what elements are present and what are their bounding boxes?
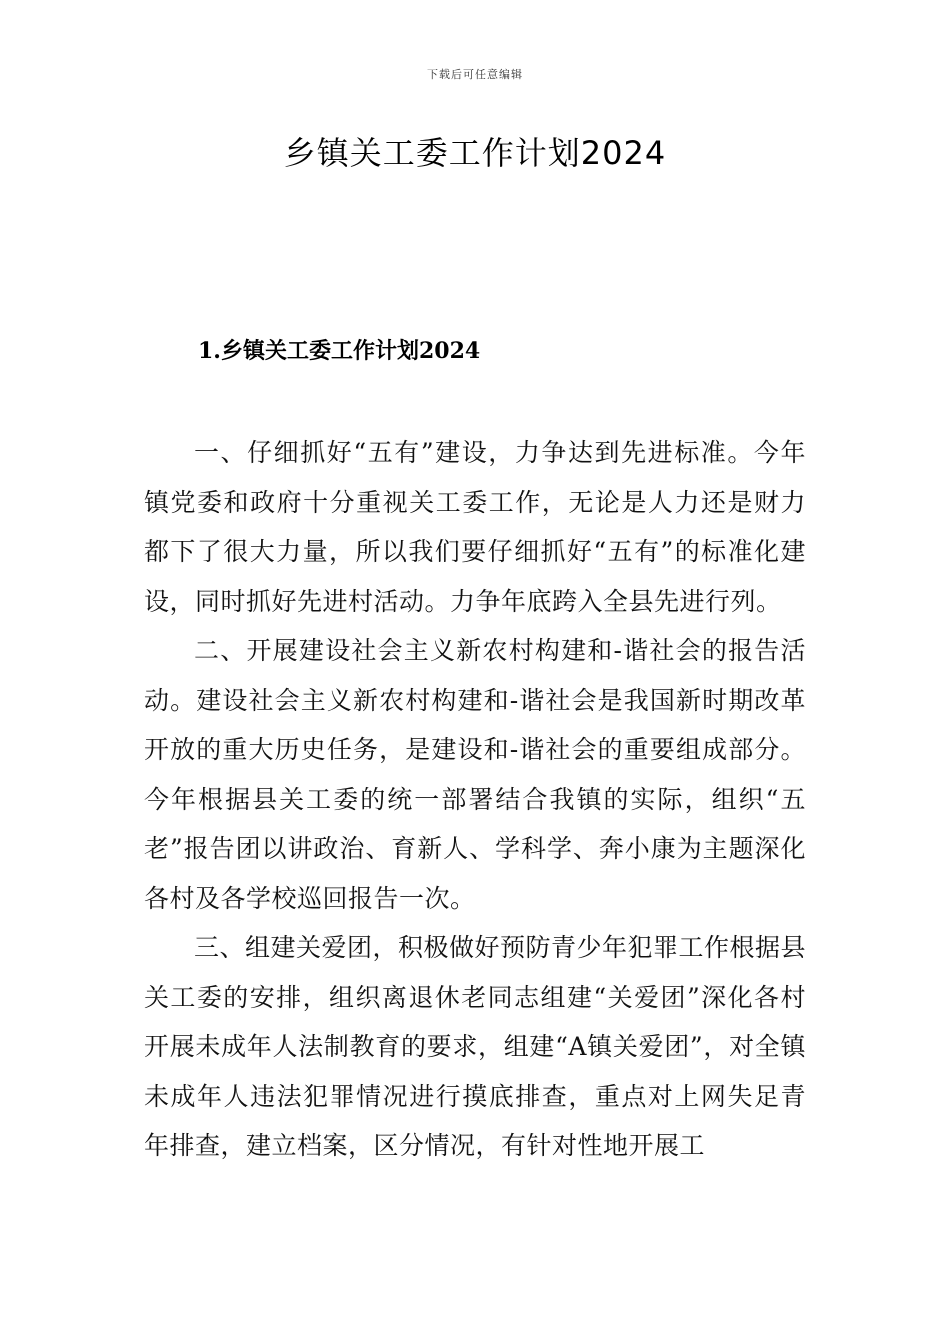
document-body <box>144 428 806 1171</box>
paragraph-2: 二、开展建设社会主义新农村构建和-谐社会的报告活动。建设社会主义新农村构建和-谐社会是我国新时期改革开放的重大历史任务，是建设和-谐社会的重要组成部分。今年根据县关工委的统一部署结合我镇的实际，组织“五老”报告团以讲政治、育新人、学科学、奔小康为主题深化各村及各学校巡回报告一次。 <box>144 636 806 913</box>
paragraph-3: 三、组建关爱团，积极做好预防青少年犯罪工作根据县关工委的安排，组织离退休老同志组建“关爱团”深化各村开展未成年人法制教育的要求，组建“A镇关爱团”，对全镇未成年人违法犯罪情况进行摸底排查，重点对上网失足青年排查，建立档案，区分情况，有针对性地开展工 <box>144 933 807 1160</box>
section-heading: 1.乡镇关工委工作计划2024 <box>198 338 481 364</box>
header-note: 下载后可任意编辑 <box>427 68 523 81</box>
document-title: 乡镇关工委工作计划2024 <box>283 134 667 172</box>
paragraph-1: 一、仔细抓好“五有”建设，力争达到先进标准。今年镇党委和政府十分重视关工委工作，无论是人力还是财力都下了很大力量，所以我们要仔细抓好“五有”的标准化建设，同时抓好先进村活动。力争年底跨入全县先进行列。 <box>144 438 806 616</box>
